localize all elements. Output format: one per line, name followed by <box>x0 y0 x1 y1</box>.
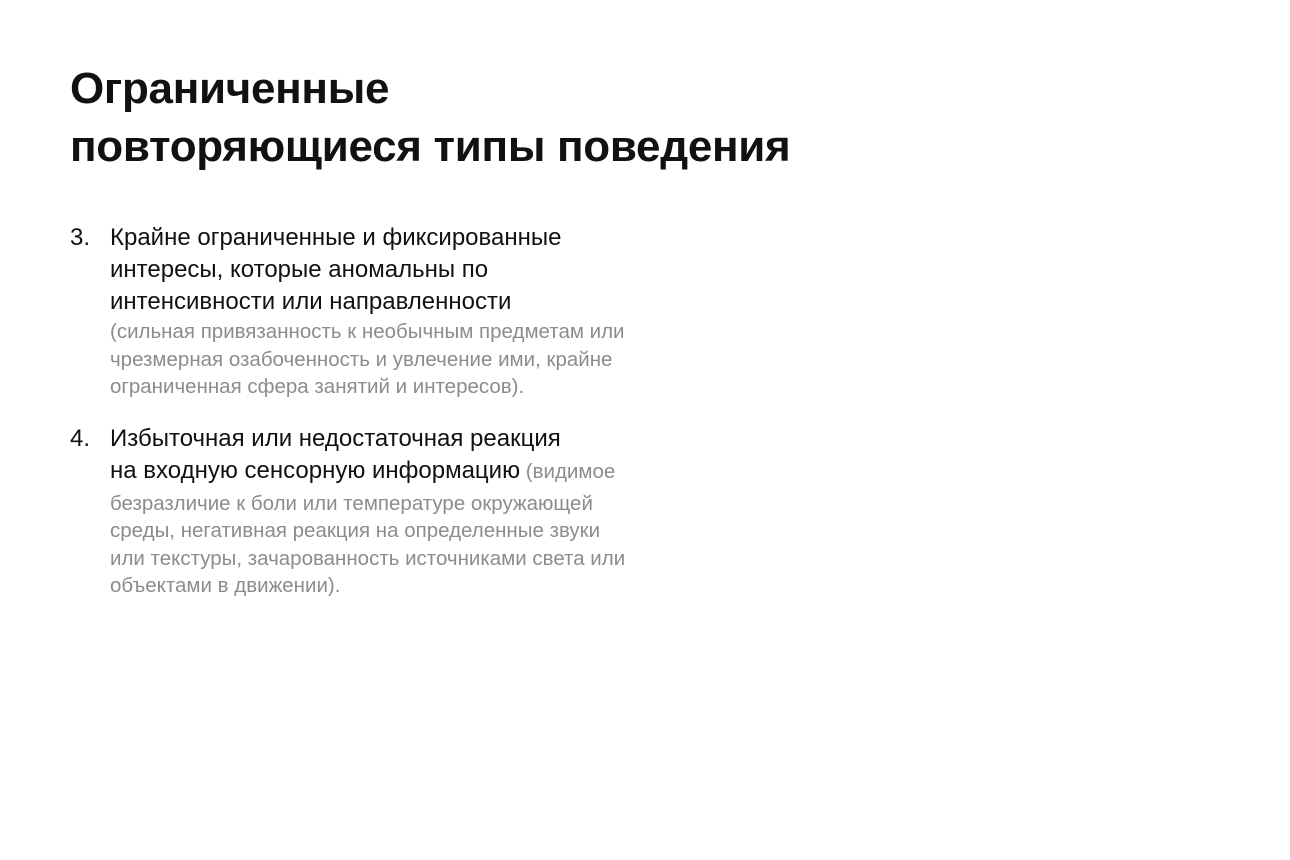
item-note-text: (видимое <box>520 459 616 483</box>
item-note-text: объектами в движении). <box>110 574 341 597</box>
item-note-text: среды, негативная реакция на определенные звуки <box>110 519 601 542</box>
item-mixed-line <box>110 455 730 490</box>
title-line-2: повторяющиеся типы поведения <box>70 122 791 171</box>
item-main-text: интересы, которые аномальны по <box>110 256 489 283</box>
item-note-text: (сильная привязанность к необычным предметам или <box>110 320 625 343</box>
item-main-text: интенсивности или направленности <box>110 288 512 315</box>
item-main-text: Избыточная или недостаточная реакция <box>110 424 561 452</box>
item-main-text: на входную сенсорную информацию <box>110 456 521 484</box>
item-note-text: ограниченная сфера занятий и интересов). <box>110 375 525 398</box>
list-item-3 <box>70 222 730 401</box>
item-main-text: Крайне ограниченные и фиксированные <box>110 224 562 251</box>
item-note-text: безразличие к боли или температуре окружающей <box>110 491 593 515</box>
criteria-list <box>70 222 730 622</box>
page-title <box>70 60 790 176</box>
item-number: 3. <box>70 224 91 251</box>
title-line-1: Ограниченные <box>70 64 390 113</box>
item-note-text: чрезмерная озабоченность и увлечение ими, крайне <box>110 347 613 371</box>
item-number: 4. <box>70 424 91 452</box>
item-note-text: или текстуры, зачарованность источниками света или <box>110 546 626 570</box>
list-item-4 <box>70 423 730 600</box>
